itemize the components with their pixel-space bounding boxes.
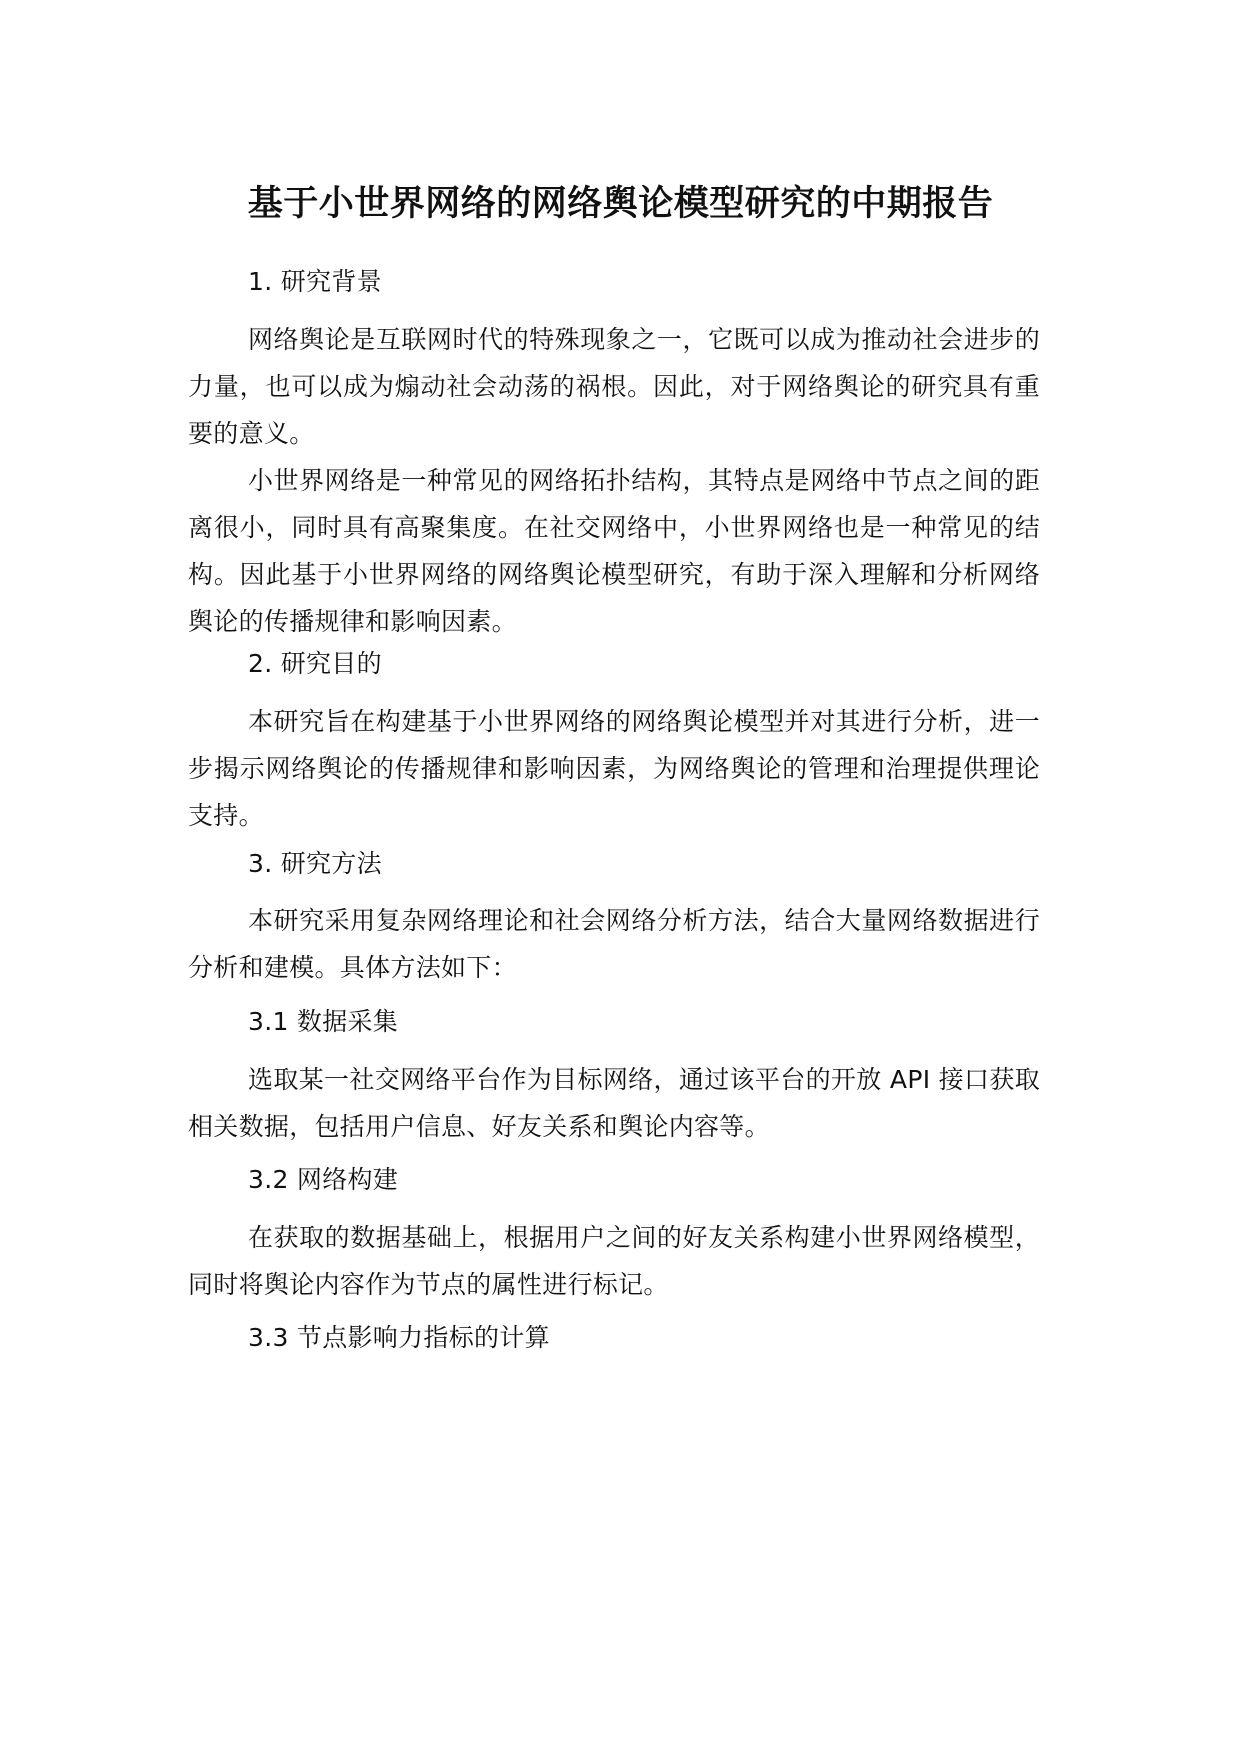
subsection-heading-3-2: 3.2 网络构建 [248, 1165, 399, 1194]
section-heading-2: 2. 研究目的 [248, 649, 382, 678]
paragraph-network-construction: 在获取的数据基础上，根据用户之间的好友关系构建小世界网络模型，同时将舆论内容作为节点的属性进行标记。 [188, 1223, 1040, 1299]
paragraph-purpose: 本研究旨在构建基于小世界网络的网络舆论模型并对其进行分析，进一步揭示网络舆论的传播规律和影响因素，为网络舆论的管理和治理提供理论支持。 [188, 707, 1040, 830]
paragraph-background-2: 小世界网络是一种常见的网络拓扑结构，其特点是网络中节点之间的距离很小，同时具有高聚集度。在社交网络中，小世界网络也是一种常见的结构。因此基于小世界网络的网络舆论模型研究，有助于深入理解和分析网络舆论的传播规律和影响因素。 [188, 466, 1040, 636]
section-heading-1: 1. 研究背景 [248, 267, 382, 296]
document-title: 基于小世界网络的网络舆论模型研究的中期报告 [247, 184, 994, 224]
paragraph-method: 本研究采用复杂网络理论和社会网络分析方法，结合大量网络数据进行分析和建模。具体方法如下： [188, 906, 1040, 982]
paragraph-background-1: 网络舆论是互联网时代的特殊现象之一，它既可以成为推动社会进步的力量，也可以成为煽动社会动荡的祸根。因此，对于网络舆论的研究具有重要的意义。 [188, 325, 1040, 448]
section-heading-3: 3. 研究方法 [248, 849, 382, 878]
paragraph-data-collection: 选取某一社交网络平台作为目标网络，通过该平台的开放 API 接口获取相关数据，包括用户信息、好友关系和舆论内容等。 [188, 1065, 1040, 1141]
subsection-heading-3-3: 3.3 节点影响力指标的计算 [248, 1323, 550, 1352]
subsection-heading-3-1: 3.1 数据采集 [248, 1007, 399, 1036]
